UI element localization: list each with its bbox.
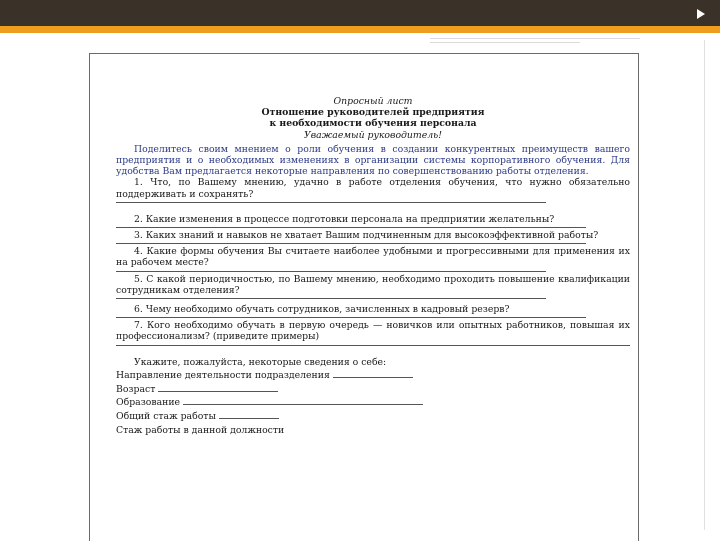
answer-line <box>116 317 586 318</box>
personal-info-section <box>116 356 630 438</box>
answer-line <box>116 345 630 346</box>
doc-intro: Поделитесь своим мнением о роли обучения в создании конкурентных преимуществ вашего предприятия и о необходимых изменениях в организации системы корпоративного обучения. Для удобства Вам предлагается некоторые направления по совершенствованию работы отделения. <box>116 143 630 178</box>
answer-line <box>116 243 586 244</box>
question-2: 2. Какие изменения в процессе подготовки персонала на предприятии желательны? <box>134 213 555 225</box>
question-7: 7. Кого необходимо обучать в первую очередь — новичков или опытных работников, повышая их профессионализм? (приведите примеры) <box>116 320 630 343</box>
info-header: Укажите, пожалуйста, некоторые сведения о себе: <box>134 356 387 368</box>
info-field-total-experience: Общий стаж работы <box>116 410 630 424</box>
question-6: 6. Чему необходимо обучать сотрудников, зачисленных в кадровый резерв? <box>134 304 510 316</box>
questionnaire-document <box>116 96 630 437</box>
doc-title-line1: Отношение руководителей предприятия <box>261 107 485 119</box>
decor-vertical-line <box>704 40 705 530</box>
accent-stripe <box>0 26 720 33</box>
answer-line <box>116 227 586 228</box>
decor-line <box>430 38 640 39</box>
info-field-age: Возраст <box>116 383 630 397</box>
info-field-education: Образование <box>116 396 630 410</box>
answer-line <box>116 202 546 203</box>
question-1: 1. Что, по Вашему мнению, удачно в работе отделения обучения, что нужно обязательно поддерживать и сохранять? <box>116 177 630 200</box>
doc-header: Опросный лист <box>333 96 413 107</box>
info-field-department: Направление деятельности подразделения <box>116 369 630 383</box>
doc-salutation: Уважаемый руководитель! <box>304 129 442 141</box>
decor-line <box>430 42 580 43</box>
question-5: 5. С какой периодичностью, по Вашему мнению, необходимо проходить повышение квалификации сотрудникам отделения? <box>116 273 630 296</box>
question-4: 4. Какие формы обучения Вы считаете наиболее удобными и прогрессивными для применения их на рабочем месте? <box>116 246 630 269</box>
info-field-position-experience: Стаж работы в данной должности <box>116 424 285 436</box>
question-3: 3. Каких знаний и навыков не хватает Вашим подчиненным для высокоэффективной работы? <box>134 230 599 242</box>
doc-title-line2: к необходимости обучения персонала <box>269 118 477 130</box>
answer-line <box>116 271 546 272</box>
slide-top-bar <box>0 0 720 26</box>
answer-line <box>116 298 546 299</box>
play-triangle-icon <box>697 9 705 19</box>
